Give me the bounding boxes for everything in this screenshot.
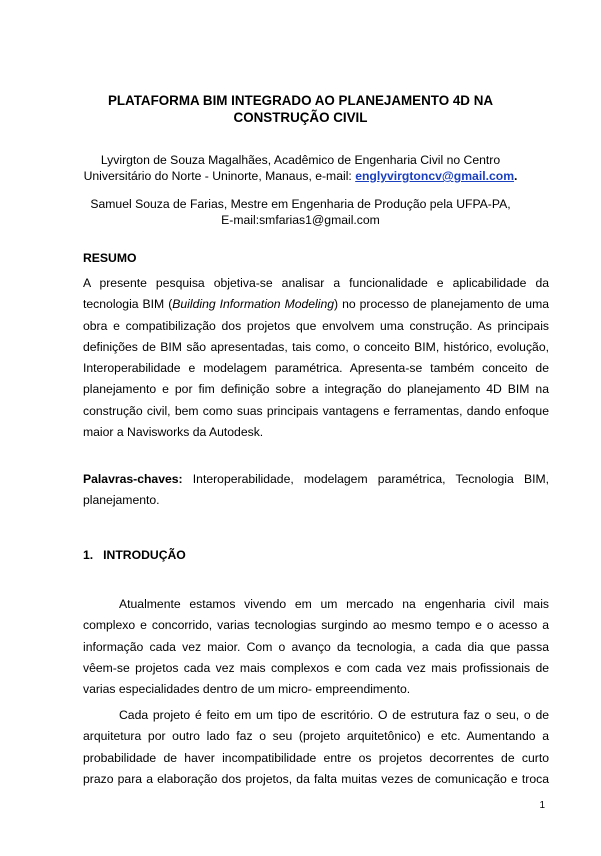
author-1-email-link[interactable]: englyvirgtoncv@gmail.com	[355, 169, 515, 183]
abstract-line: construção civil, bem como suas principais vantagens e ferramentas, dando enfoque	[83, 403, 549, 418]
abstract-line: obra e compatibilização dos projetos que envolvem uma construção. As principais	[83, 318, 549, 333]
abstract-line-2-suffix: )	[334, 297, 339, 312]
abstract-line	[83, 294, 549, 315]
abstract-italic-term: Building Information Modeling	[172, 297, 335, 312]
title-line-1: PLATAFORMA BIM INTEGRADO AO PLANEJAMENTO 4D NA	[107, 93, 494, 108]
author-1-line-1: Lyvirgton de Souza Magalhães, Acadêmico de Engenharia Civil no Centro	[100, 153, 501, 167]
intro-line: complexo e concorrido, varias tecnologias surgindo ao mesmo tempo e o acesso a	[83, 618, 549, 633]
intro-line: Atualmente estamos vivendo em um mercado na engenharia civil mais	[119, 597, 549, 611]
author-1-line-2	[60, 168, 541, 184]
author-1-line-2-suffix: .	[514, 169, 518, 183]
paper-title	[60, 92, 541, 126]
abstract-line: definições de BIM são apresentadas, tais como, o conceito BIM, histórico, evolução,	[83, 339, 549, 354]
intro-line: vêem-se projetos cada vez mais complexos e com cada vez mais profissionais de	[83, 660, 549, 675]
author-2-line-2: E-mail:smfarias1@gmail.com	[221, 213, 380, 227]
author-1-line-2-prefix: Universitário do Norte - Uninorte, Manaus, e-mail:	[83, 169, 356, 183]
section-title: INTRODUÇÃO	[103, 548, 186, 562]
intro-paragraph-1	[83, 594, 549, 700]
page-number: 1	[539, 800, 545, 811]
intro-line: arquitetura por outro lado faz o seu (projeto arquitetônico) e etc. Aumentando a	[83, 729, 549, 744]
section-heading	[83, 548, 186, 562]
keywords-text: Interoperabilidade, modelagem paramétrica, Tecnologia BIM,	[182, 472, 549, 486]
author-2-affiliation	[60, 196, 541, 228]
intro-line: prazo para a elaboração dos projetos, da falta muitas vezes de comunicação e troca	[83, 771, 549, 786]
abstract-line: Interoperabilidade e modelagem paramétrica. Apresenta-se também conceito de	[83, 361, 549, 376]
section-number: 1.	[83, 548, 94, 562]
keywords-paragraph	[83, 469, 549, 512]
author-2-line-1: Samuel Souza de Farias, Mestre em Engenharia de Produção pela UFPA-PA,	[90, 197, 511, 211]
keywords-line-1	[83, 469, 549, 490]
intro-line: varias especialidades dentro de um micro- empreendimento.	[83, 682, 411, 697]
intro-line: informação cada vez maior. Com o avanço da tecnologia, a cada dia que passa	[83, 639, 549, 654]
abstract-line-2-prefix: tecnologia BIM (	[83, 297, 173, 312]
author-1-affiliation	[60, 152, 541, 184]
abstract-line: A presente pesquisa objetiva-se analisar a funcionalidade e aplicabilidade da	[83, 276, 549, 290]
title-line-2: CONSTRUÇÃO CIVIL	[233, 110, 368, 125]
abstract-line-2-rest: no processo de planejamento de uma	[342, 297, 550, 312]
abstract-line: maior a Navisworks da Autodesk.	[83, 425, 264, 440]
keywords-line-2: planejamento.	[83, 493, 160, 508]
intro-line: probabilidade de haver incompatibilidade entre os projetos decorrentes de curto	[83, 750, 549, 765]
intro-paragraph-2	[83, 705, 549, 790]
abstract-heading: RESUMO	[83, 251, 137, 265]
abstract-paragraph	[83, 273, 549, 443]
keywords-label: Palavras-chaves:	[83, 472, 183, 486]
abstract-line: planejamento e por fim definição sobre a integração do planejamento 4D BIM na	[83, 382, 549, 397]
intro-line: Cada projeto é feito em um tipo de escritório. O de estrutura faz o seu, o de	[119, 708, 549, 722]
